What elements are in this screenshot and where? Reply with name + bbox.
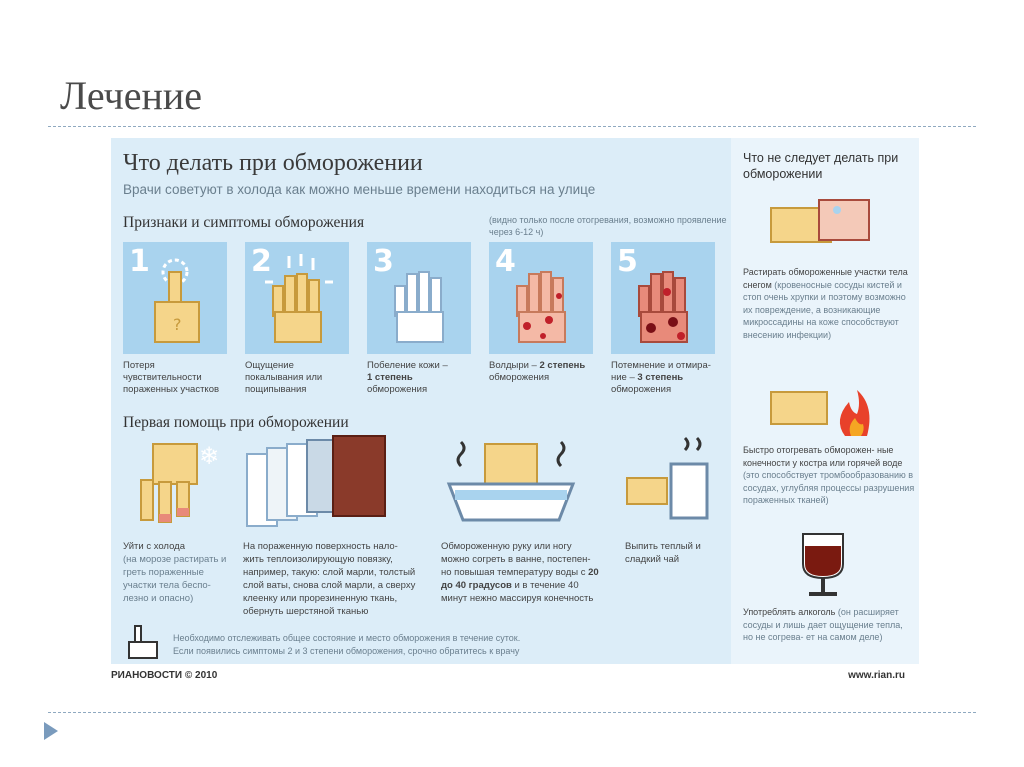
top-divider [48,126,976,127]
symptom-number: 5 [617,244,638,279]
donts-panel [731,138,919,664]
donts-caption [743,444,915,507]
wine-glass-icon [793,530,853,600]
symptom-tile [489,242,593,354]
tea-cup-icon [621,434,721,530]
symptom-caption-after: обморожения [367,384,428,395]
bandage-layers-icon [243,434,393,530]
symptom-caption [367,360,471,396]
poster-subtitle: Врачи советуют в холода как можно меньше времени находиться на улице [123,182,596,197]
ria-novosti-logo: РИАНОВОСТИ © 2010 [111,670,218,681]
symptom-card [367,242,471,396]
tingling-hand-icon [259,252,339,348]
symptom-caption: Ощущение покалывания или пощипывания [245,360,323,395]
poster-title: Что делать при обморожении [123,150,423,176]
bottom-divider [48,712,976,713]
next-slide-arrow-icon[interactable] [44,722,58,740]
symptom-tile [123,242,227,354]
donts-title: Что не следует делать при обморожении [743,151,899,181]
symptom-caption-text: Потемнение и отмира- ние – [611,360,711,383]
symptom-caption-text: Волдыри – [489,360,537,371]
symptom-caption-after: обморожения [489,372,550,383]
symptom-degree: 2 степень [539,360,586,371]
symptom-number: 4 [495,244,516,279]
aid-caption-text: Обмороженную руку или ногу можно согреть в ванне, постепен- но повышая температуру воды с [441,541,591,578]
symptom-number: 2 [251,244,272,279]
donts-caption-text: Быстро отогревать обморожен- ные конечности у костра или горячей воде [743,445,903,468]
aid-caption: На пораженную поверхность нало- жить теплоизолирующую повязку, например, такую: слой марли, толстый слой ваты, снова слой марли, а сверху клеенку или прорезиненную ткань, обернуть шерстяной тканью [243,541,416,617]
hand-fire-icon [767,380,877,440]
poster-footer [111,664,919,690]
pointing-hand-icon [137,252,217,348]
donts-caption-note: (он расширяет сосуды и лишь дает ощущение тепла, но не согрева- ет на самом деле) [743,607,903,642]
rian-website-link[interactable]: www.rian.ru [848,670,905,681]
donts-caption [743,266,915,341]
svg-text:❄: ❄ [199,442,220,470]
symptom-caption-after: обморожения [611,384,672,395]
symptom-tile [367,242,471,354]
pale-hand-icon [381,252,461,348]
donts-caption-text: Растирать обмороженные участки тела снегом [743,267,908,290]
aid-caption-note: (на морозе растирать и греть пораженные участки тела беспо- лезно и опасно) [123,554,227,604]
symptom-degree: 1 степень [367,372,413,383]
donts-caption [743,606,915,644]
necrotic-hand-icon [625,252,705,348]
symptom-degree: 3 степень [637,372,684,383]
infographic-poster [111,138,919,690]
symptom-caption [611,360,715,396]
symptom-caption [489,360,593,384]
symptoms-note: (видно только после отогревания, возможно проявление через 6-12 ч) [489,215,727,237]
aid-caption: Выпить теплый и сладкий чай [625,541,701,565]
warm-bath-icon [441,434,581,530]
aid-caption-after: и в течение 40 минут нежно массируя конечность [441,580,594,604]
aid-caption-bold: 20 до 40 градусов [441,567,599,591]
cold-hand-icon [123,434,233,530]
bottom-note [173,632,520,658]
symptom-caption: Потеря чувствительности пораженных участков [123,360,220,395]
symptom-number: 1 [129,244,150,279]
symptom-tile [245,242,349,354]
donts-caption-text: Употреблять алкоголь [743,607,836,617]
symptom-caption-text: Побеление кожи – [367,360,448,371]
rubbing-hands-snow-icon [767,194,877,254]
donts-caption-note: (это способствует тромбообразованию в сосудах, углубляя процессы разрушения пораженных тканей) [743,470,915,505]
symptom-card [489,242,593,384]
slide-title: Лечение [60,73,203,118]
aid-caption [441,540,601,605]
symptom-card [611,242,715,396]
blistered-hand-icon [503,252,583,348]
symptom-card [245,242,349,396]
bottom-note-line: Если появились симптомы 2 и 3 степени обморожения, срочно обратитесь к врачу [173,646,520,656]
aid-caption [123,540,233,605]
svg-text:?: ? [173,315,182,334]
poster-main-panel [111,138,731,664]
symptoms-title: Признаки и симптомы обморожения [123,214,365,231]
donts-caption-note: (кровеносные сосуды кистей и стоп очень хрупки и поэтому возможно их повреждение, а возникающие микроссадины на коже способствуют внесению инфекции) [743,279,906,340]
symptom-card [123,242,227,396]
bottom-note-line: Необходимо отслеживать общее состояние и место обморожения в течение суток. [173,633,521,643]
pointer-hand-icon [123,624,163,660]
aid-caption-text: Уйти с холода [123,541,185,552]
symptom-tile [611,242,715,354]
first-aid-title: Первая помощь при обморожении [123,414,349,431]
symptom-number: 3 [373,244,394,279]
